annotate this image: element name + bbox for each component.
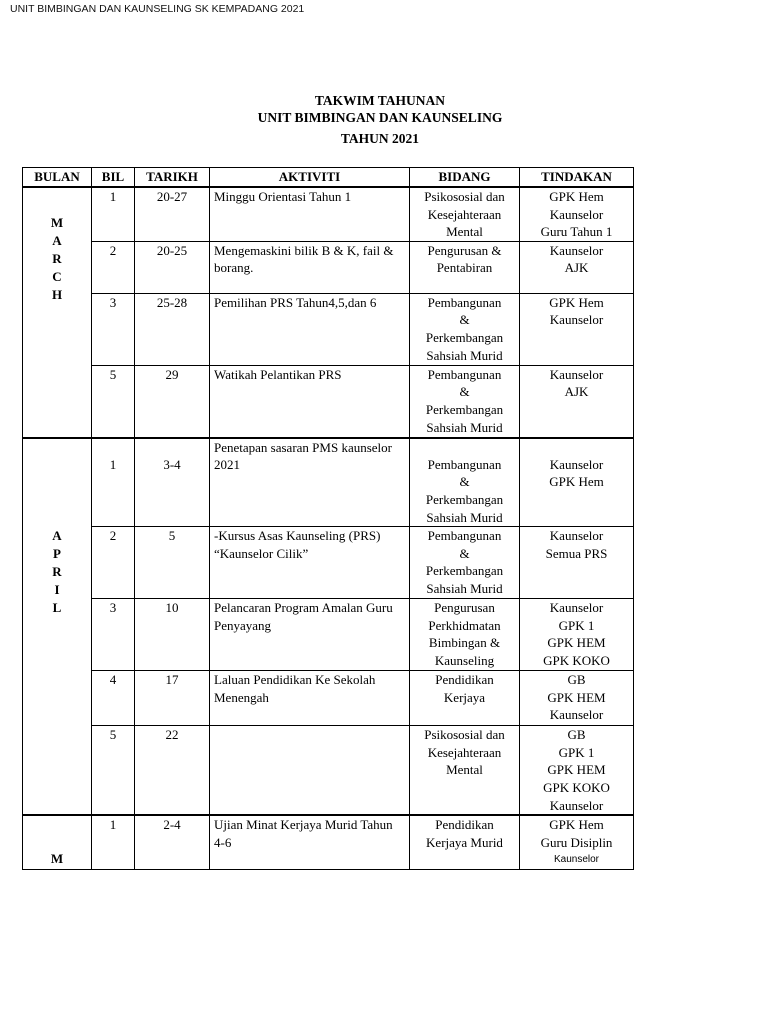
col-tarikh: TARIKH xyxy=(135,168,210,188)
table-header-row xyxy=(23,168,634,188)
cell-aktiviti: Pemilihan PRS Tahun4,5,dan 6 xyxy=(210,293,410,365)
table-row xyxy=(23,527,634,599)
col-bil: BIL xyxy=(92,168,135,188)
cell-aktiviti: -Kursus Asas Kaunseling (PRS) “Kaunselor Cilik” xyxy=(210,527,410,599)
cell-bidang: Pengurusan & Pentabiran xyxy=(410,241,520,293)
document-title: TAKWIM TAHUNAN xyxy=(314,93,446,108)
table-row xyxy=(23,438,634,527)
cell-bil xyxy=(92,438,135,527)
cell-bil: 5 xyxy=(92,365,135,438)
cell-bil: 5 xyxy=(92,726,135,816)
cell-bil: 3 xyxy=(92,293,135,365)
table-row xyxy=(23,671,634,726)
cell-bil: 2 xyxy=(92,241,135,293)
cell-tarikh: 20-27 xyxy=(135,187,210,241)
cell-tindakan: Kaunselor AJK xyxy=(520,365,634,438)
cell-bidang-text: Pembangunan & Perkembangan Sahsiah Murid xyxy=(425,456,504,525)
col-bulan: BULAN xyxy=(23,168,92,188)
cell-tindakan: Kaunselor GPK 1 GPK HEM GPK KOKO xyxy=(520,599,634,671)
cell-aktiviti: Mengemaskini bilik B & K, fail & borang. xyxy=(210,241,410,293)
col-bidang: BIDANG xyxy=(410,168,520,188)
table-row xyxy=(23,815,634,869)
takwim-table xyxy=(22,167,634,870)
page-header: UNIT BIMBINGAN DAN KAUNSELING SK KEMPADANG 2021 xyxy=(10,3,305,15)
month-cell-april xyxy=(23,438,92,815)
cell-tindakan-text: GPK Hem Guru Disiplin xyxy=(540,817,613,850)
month-label-april: A P R I L xyxy=(52,527,62,615)
cell-tindakan-text: Kaunselor GPK Hem xyxy=(549,456,604,490)
cell-bidang: Pembangunan & Perkembangan Sahsiah Murid xyxy=(410,293,520,365)
table-row xyxy=(23,599,634,671)
month-cell-march xyxy=(23,187,92,438)
table-row xyxy=(23,293,634,365)
cell-tarikh: 10 xyxy=(135,599,210,671)
table-row xyxy=(23,726,634,816)
cell-tarikh: 29 xyxy=(135,365,210,438)
cell-tarikh: 20-25 xyxy=(135,241,210,293)
month-label-march: M A R C H xyxy=(50,215,64,302)
cell-aktiviti: Penetapan sasaran PMS kaunselor 2021 xyxy=(210,438,410,527)
cell-tarikh: 25-28 xyxy=(135,293,210,365)
cell-bil-text: 1 xyxy=(109,456,117,472)
month-cell-may xyxy=(23,815,92,869)
table-row xyxy=(23,241,634,293)
cell-tindakan xyxy=(520,815,634,869)
cell-aktiviti: Laluan Pendidikan Ke Sekolah Menengah xyxy=(210,671,410,726)
cell-tindakan: Kaunselor Semua PRS xyxy=(520,527,634,599)
cell-bil: 2 xyxy=(92,527,135,599)
cell-tarikh: 17 xyxy=(135,671,210,726)
cell-tarikh xyxy=(135,438,210,527)
col-aktiviti: AKTIVITI xyxy=(210,168,410,188)
cell-tarikh: 22 xyxy=(135,726,210,816)
cell-bidang: Pembangunan & Perkembangan Sahsiah Murid xyxy=(410,527,520,599)
cell-bil: 1 xyxy=(92,187,135,241)
document-year: TAHUN 2021 xyxy=(340,131,420,146)
cell-tindakan: Kaunselor AJK xyxy=(520,241,634,293)
cell-bil: 1 xyxy=(92,815,135,869)
cell-aktiviti: Minggu Orientasi Tahun 1 xyxy=(210,187,410,241)
cell-tindakan: GB GPK 1 GPK HEM GPK KOKO Kaunselor xyxy=(520,726,634,816)
cell-tindakan: GPK Hem Kaunselor Guru Tahun 1 xyxy=(520,187,634,241)
cell-aktiviti: Ujian Minat Kerjaya Murid Tahun 4-6 xyxy=(210,815,410,869)
cell-tindakan-small: Kaunselor xyxy=(553,854,600,866)
col-tindakan: TINDAKAN xyxy=(520,168,634,188)
cell-tindakan xyxy=(520,438,634,527)
cell-aktiviti: Watikah Pelantikan PRS xyxy=(210,365,410,438)
cell-tarikh: 5 xyxy=(135,527,210,599)
cell-tindakan: GB GPK HEM Kaunselor xyxy=(520,671,634,726)
cell-bidang: Pendidikan Kerjaya Murid xyxy=(410,815,520,869)
month-label-may: M xyxy=(50,851,64,867)
cell-bidang: Pembangunan & Perkembangan Sahsiah Murid xyxy=(410,365,520,438)
table-row xyxy=(23,187,634,241)
cell-tarikh: 2-4 xyxy=(135,815,210,869)
cell-bidang xyxy=(410,438,520,527)
cell-bidang: Pendidikan Kerjaya xyxy=(410,671,520,726)
document-subtitle: UNIT BIMBINGAN DAN KAUNSELING xyxy=(257,110,503,125)
cell-tindakan: GPK Hem Kaunselor xyxy=(520,293,634,365)
cell-bidang: Pengurusan Perkhidmatan Bimbingan & Kaunseling xyxy=(410,599,520,671)
cell-tarikh-text: 3-4 xyxy=(163,456,181,472)
cell-aktiviti xyxy=(210,726,410,816)
cell-bil: 4 xyxy=(92,671,135,726)
cell-aktiviti: Pelancaran Program Amalan Guru Penyayang xyxy=(210,599,410,671)
cell-bidang: Psikososial dan Kesejahteraan Mental xyxy=(410,726,520,816)
cell-bidang: Psikososial dan Kesejahteraan Mental xyxy=(410,187,520,241)
cell-bil: 3 xyxy=(92,599,135,671)
table-row xyxy=(23,365,634,438)
